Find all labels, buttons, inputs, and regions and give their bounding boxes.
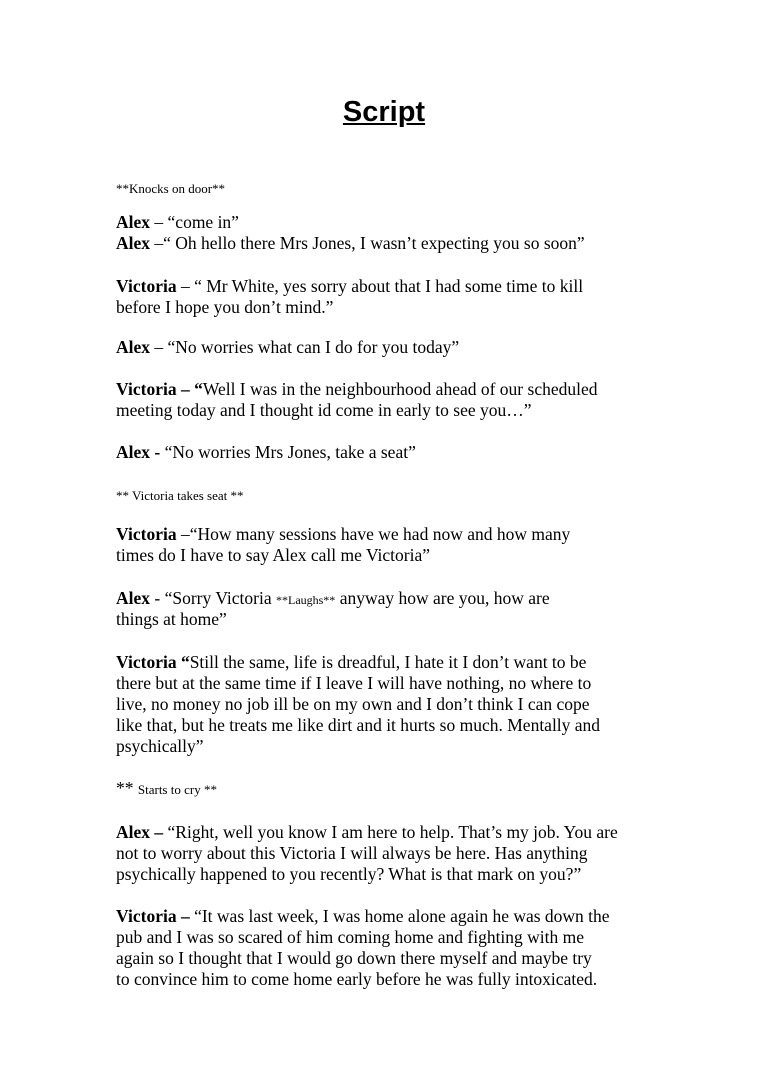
dialogue-text: there but at the same time if I leave I will have nothing, no where to — [116, 673, 592, 693]
dialogue-line — [116, 297, 333, 318]
speaker-victoria: Victoria — [116, 652, 177, 672]
dialogue-line — [116, 736, 203, 757]
dialogue-text: “No worries Mrs Jones, take a seat” — [164, 442, 416, 462]
dialogue-text: –“ Oh hello there Mrs Jones, I wasn’t expecting you so soon” — [150, 233, 585, 253]
dialogue-line — [116, 400, 532, 421]
dialogue-line — [116, 969, 597, 990]
speaker-separator: – “ — [176, 379, 203, 399]
dialogue-line — [116, 843, 588, 864]
dialogue-line — [116, 337, 459, 358]
stage-direction-knock: **Knocks on door** — [116, 181, 226, 196]
speaker-victoria: Victoria — [116, 379, 177, 399]
dialogue-text: meeting today and I thought id come in early to see you…” — [116, 400, 532, 420]
dialogue-text: Well I was in the neighbourhood ahead of our scheduled — [202, 379, 598, 399]
dialogue-line — [116, 715, 600, 736]
dialogue-text: anyway how are you, how are — [335, 588, 550, 608]
dialogue-text: “Right, well you know I am here to help. That’s my job. You are — [167, 822, 618, 842]
page-title: Script — [342, 96, 426, 128]
speaker-separator: - — [150, 442, 165, 462]
dialogue-line — [116, 652, 586, 673]
dialogue-text: things at home” — [116, 609, 227, 629]
speaker-alex: Alex — [116, 212, 151, 232]
stage-direction-cry — [116, 778, 217, 800]
dialogue-line — [116, 609, 227, 630]
dialogue-line — [116, 545, 430, 566]
dialogue-text: psychically happened to you recently? What is that mark on you?” — [116, 864, 582, 884]
stage-direction-seat: ** Victoria takes seat ** — [116, 488, 244, 503]
dialogue-line — [116, 233, 585, 254]
dialogue-line — [116, 276, 583, 297]
speaker-victoria: Victoria — [116, 906, 177, 926]
dialogue-text: - “Sorry Victoria — [150, 588, 276, 608]
speaker-separator: “ — [176, 652, 190, 672]
speaker-alex: Alex — [116, 588, 151, 608]
dialogue-line — [116, 212, 239, 233]
speaker-separator: – — [176, 906, 195, 926]
dialogue-text: to convince him to come home early before he was fully intoxicated. — [116, 969, 598, 989]
dialogue-line — [116, 694, 590, 715]
speaker-alex: Alex — [116, 822, 151, 842]
dialogue-line — [116, 927, 584, 948]
dialogue-text: like that, but he treats me like dirt and it hurts so much. Mentally and — [116, 715, 601, 735]
dialogue-text: “It was last week, I was home alone again he was down the — [194, 906, 610, 926]
stage-marker: ** — [116, 778, 138, 798]
stage-direction-laughs: **Laughs** — [275, 593, 336, 607]
dialogue-text: times do I have to say Alex call me Victoria” — [116, 545, 431, 565]
dialogue-text: pub and I was so scared of him coming home and fighting with me — [116, 927, 585, 947]
speaker-victoria: Victoria — [116, 524, 177, 544]
dialogue-text: – “ Mr White, yes sorry about that I had some time to kill — [176, 276, 584, 296]
dialogue-text: – “come in” — [150, 212, 239, 232]
speaker-separator: – — [150, 822, 168, 842]
dialogue-text: –“How many sessions have we had now and how many — [176, 524, 571, 544]
dialogue-text: not to worry about this Victoria I will always be here. Has anything — [116, 843, 588, 863]
dialogue-line — [116, 442, 416, 463]
dialogue-line — [116, 673, 591, 694]
speaker-alex: Alex — [116, 337, 151, 357]
dialogue-text: live, no money no job ill be on my own and I don’t think I can cope — [116, 694, 590, 714]
dialogue-text: before I hope you don’t mind.” — [116, 297, 334, 317]
dialogue-text: psychically” — [116, 736, 204, 756]
dialogue-text: – “No worries what can I do for you today” — [150, 337, 460, 357]
dialogue-text: Still the same, life is dreadful, I hate it I don’t want to be — [189, 652, 587, 672]
dialogue-line — [116, 906, 610, 927]
dialogue-line — [116, 588, 550, 611]
dialogue-line — [116, 524, 570, 545]
dialogue-text: again so I thought that I would go down there myself and maybe try — [116, 948, 592, 968]
dialogue-line — [116, 379, 597, 400]
stage-text: Starts to cry ** — [137, 782, 217, 797]
speaker-victoria: Victoria — [116, 276, 177, 296]
dialogue-line — [116, 948, 592, 969]
dialogue-line — [116, 864, 581, 885]
speaker-alex: Alex — [116, 442, 151, 462]
speaker-alex: Alex — [116, 233, 151, 253]
dialogue-line — [116, 822, 618, 843]
